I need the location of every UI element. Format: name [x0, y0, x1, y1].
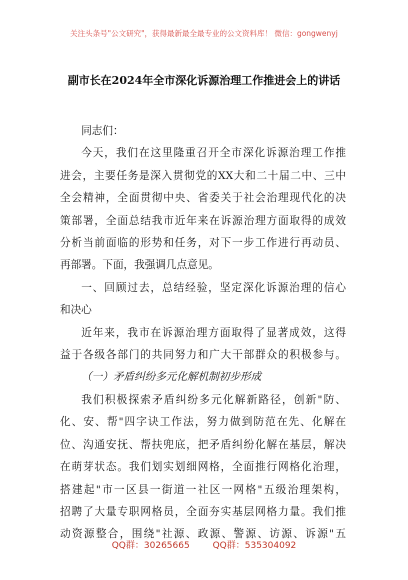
paragraph-line: 分析当前面临的形势和任务，对下一步工作进行再动员、 — [60, 237, 346, 250]
subsection-heading: （一）矛盾纠纷多元化解机制初步形成 — [81, 371, 262, 384]
paragraph-line: 益于各级各部门的共同努力和广大干部群众的积极参与。 — [60, 349, 346, 362]
footer-contacts — [0, 538, 408, 551]
paragraph-line: 化、安、帮"四字诀工作法，努力做到防范在先、化解在 — [60, 416, 346, 429]
header-banner: 关注头条号"公文研究"，获得最新最全最专业的公文资料库！ 微信：gongwenyj — [70, 29, 338, 38]
salutation: 同志们： — [81, 125, 124, 137]
section-heading: 一、回顾过去，总结经验，坚定深化诉源治理的信心 — [81, 281, 346, 294]
paragraph-line: 搭建起"市一区县一街道一社区一网格"五级治理架构， — [60, 483, 346, 496]
section-heading: 和决心 — [60, 304, 92, 317]
qq-group-2: QQ群：535304092 — [212, 541, 297, 551]
qq-group-1: QQ群：30265665 — [111, 541, 190, 551]
document-body — [60, 120, 346, 546]
paragraph-line: 招聘了大量专职网格员，全面夯实基层网格力量。我们推 — [60, 505, 346, 518]
paragraph-line: 近年来，我市在诉源治理方面取得了显著成效，这得 — [81, 326, 346, 339]
paragraph-line: 我们积极探索矛盾纠纷多元化解新路径，创新"防、 — [81, 393, 346, 406]
document-title: 副市长在2024年全市深化诉源治理工作推进会上的讲话 — [67, 74, 341, 87]
paragraph-line: 在萌芽状态。我们划实划细网格，全面推行网格化治理， — [60, 461, 346, 474]
paragraph-line: 再部署。下面，我强调几点意见。 — [60, 259, 219, 272]
paragraph-line: 位、沟通安抚、帮扶兜底，把矛盾纠纷化解在基层，解决 — [60, 438, 346, 451]
paragraph-line: 进会，主要任务是深入贯彻党的XX大和二十届二中、三中 — [60, 169, 346, 182]
paragraph-line: 动资源整合，围绕"社源、政源、警源、访源、诉源"五 — [60, 528, 346, 541]
paragraph-line: 全会精神，全面贯彻中央、省委关于社会治理现代化的决 — [60, 192, 346, 205]
paragraph-line: 策部署，全面总结我市近年来在诉源治理方面取得的成效 — [60, 214, 346, 227]
paragraph-line: 今天，我们在这里隆重召开全市深化诉源治理工作推 — [81, 147, 346, 160]
